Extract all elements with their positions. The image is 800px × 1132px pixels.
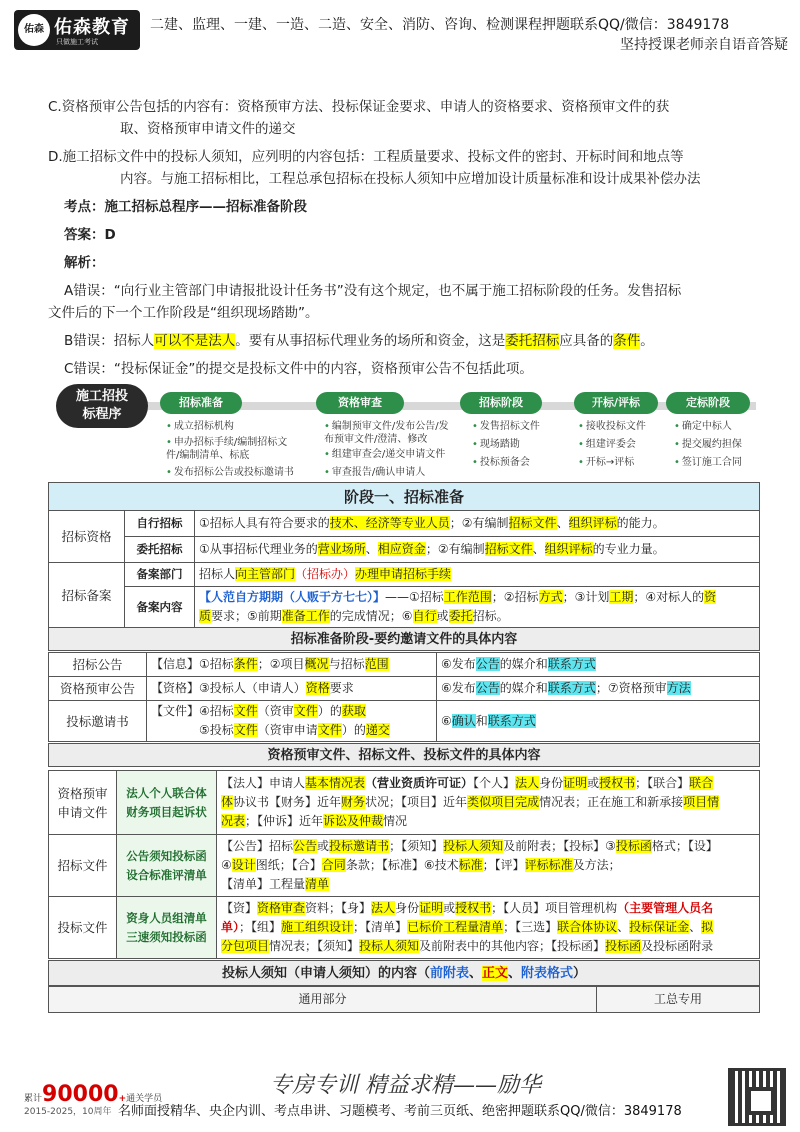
flow-step-3: 招标阶段 — [460, 392, 542, 414]
qr-code-icon — [728, 1068, 786, 1126]
s3r1-label: 资格预审 申请文件 — [49, 771, 117, 835]
footer-stat: 累计90000+通关学员 — [24, 1082, 163, 1107]
r3-left: 【文件】④招标文件（资审文件）的获取 ⑤投标文件（资审申请文件）的递交 — [147, 701, 437, 742]
r3-label: 投标邀请书 — [49, 701, 147, 742]
flow-item: • 组建评委会 — [578, 438, 662, 451]
stage1-title: 阶段一、招标准备 — [48, 482, 760, 510]
flow-item: • 现场踏勘 — [472, 438, 562, 451]
flow-item: • 申办招标手续/编制招标文件/编制清单、标底 — [166, 436, 296, 462]
option-c: C.资格预审公告包括的内容有：资格预审方法、投标保证金要求、申请人的资格要求、资格预审文件的获 取、资格预审申请文件的递交 — [48, 99, 670, 137]
stage1-table — [48, 510, 760, 628]
flow-item: • 投标预备会 — [472, 456, 562, 469]
flow-item: • 组建审查会/递交申请文件 — [324, 448, 454, 461]
flow-title: 施工招投 标程序 — [56, 384, 148, 428]
r1-left: 【信息】①招标条件；②项目概况与招标范围 — [147, 653, 437, 677]
page-footer — [0, 1062, 800, 1132]
explain-b: B错误：招标人可以不是法人。要有从事招标代理业务的场所和资金，这是委托招标应具备的条件。 — [64, 333, 654, 349]
table-row — [49, 987, 760, 1013]
sec3-table — [48, 770, 760, 959]
flow-item: • 开标→评标 — [578, 456, 662, 469]
col-special: 工总专用 — [597, 987, 760, 1013]
s3r3-mnemonic: 资身人员组清单 三速须知投标函 — [117, 897, 217, 959]
zige-label: 招标资格 — [49, 511, 125, 563]
r2-label: 资格预审公告 — [49, 677, 147, 701]
flow-item: • 签订施工合同 — [674, 456, 760, 469]
beian-label: 招标备案 — [49, 563, 125, 628]
table-row — [49, 653, 760, 677]
flow-item: • 审查报告/确认申请人 — [324, 466, 454, 479]
table-row — [49, 771, 760, 835]
r2-right: ⑥发布公告的媒介和联系方式；⑦资格预审方法 — [437, 677, 760, 701]
ziban-sub: 自行招标 — [125, 511, 195, 537]
flow-step-1: 招标准备 — [160, 392, 242, 414]
option-d: D.施工招标文件中的投标人须知，应列明的内容包括：工程质量要求、投标文件的密封、开标时间和地点等 内容。与施工招标相比，工程总承包招标在投标人须知中应增加设计质量标准和设计成果补偿办法 — [48, 149, 701, 187]
logo-subtitle: 只做施工考试 — [56, 38, 98, 46]
logo-name: 佑森教育 — [54, 17, 130, 38]
table-row — [49, 701, 760, 742]
question-body — [48, 96, 760, 380]
flow-item: • 接收投标文件 — [578, 420, 662, 433]
r2-left: 【资格】③投标人（申请人）资格要求 — [147, 677, 437, 701]
s3r2-mnemonic: 公告须知投标函 设合标准评清单 — [117, 835, 217, 897]
table-row — [49, 537, 760, 563]
footer-years: 2015-2025，10周年 — [24, 1107, 112, 1117]
logo-mark-icon: 佑森 — [18, 14, 50, 46]
answer: 答案：D — [64, 227, 116, 243]
page-header — [0, 0, 800, 62]
flow-item: • 编制预审文件/发布公告/发布预审文件/澄清、修改 — [324, 420, 454, 446]
table-row — [49, 897, 760, 959]
col-general: 通用部分 — [49, 987, 597, 1013]
weituo-content: ①从事招标代理业务的营业场所、相应资金；②有编制招标文件、组织评标的专业力量。 — [195, 537, 760, 563]
r1-right: ⑥发布公告的媒介和联系方式 — [437, 653, 760, 677]
neirong-sub: 备案内容 — [125, 587, 195, 628]
table-row — [49, 511, 760, 537]
flow-step-2: 资格审查 — [316, 392, 404, 414]
flow-item: • 确定中标人 — [674, 420, 760, 433]
explain-a: A错误：“向行业主管部门申请报批设计任务书”没有这个规定，也不属于施工招标阶段的任务。发售招标 文件后的下一个工作阶段是“组织现场踏勘”。 — [48, 283, 682, 321]
kaodian: 考点：施工招标总程序——招标准备阶段 — [64, 199, 307, 215]
footer-contact: 名师面授精华、央企内训、考点串讲、习题模考、考前三页纸、绝密押题联系QQ/微信：3849178 — [118, 1104, 682, 1119]
s3r2-content: 【公告】招标公告或投标邀请书；【须知】投标人须知及前附表；【投标】③投标函格式；【设】 ④设计图纸；【合】合同条款；【标准】⑥技术标准；【评】评标标准及方法； 【清单】工程量清单 — [217, 835, 760, 897]
sec2-title: 招标准备阶段-要约邀请文件的具体内容 — [48, 627, 760, 651]
brand-logo — [14, 10, 140, 50]
ziban-content: ①招标人具有符合要求的技术、经济等专业人员；②有编制招标文件、组织评标的能力。 — [195, 511, 760, 537]
flow-step-4: 开标/评标 — [574, 392, 658, 414]
table-row — [49, 677, 760, 701]
r3-right: ⑥确认和联系方式 — [437, 701, 760, 742]
flow-item: • 成立招标机构 — [166, 420, 306, 433]
bumen-sub: 备案部门 — [125, 563, 195, 587]
flow-step-5: 定标阶段 — [666, 392, 750, 414]
s3r1-mnemonic: 法人个人联合体 财务项目起诉状 — [117, 771, 217, 835]
r1-label: 招标公告 — [49, 653, 147, 677]
weituo-sub: 委托招标 — [125, 537, 195, 563]
s3r2-label: 招标文件 — [49, 835, 117, 897]
flow-item: • 提交履约担保 — [674, 438, 760, 451]
flow-item: • 发布招标公告或投标邀请书 — [166, 466, 306, 479]
jiexi-label: 解析： — [64, 255, 105, 271]
table-row — [49, 835, 760, 897]
table-row — [49, 587, 760, 628]
sec2-table — [48, 652, 760, 742]
explain-c: C错误：“投标保证金”的提交是投标文件中的内容，资格预审公告不包括此项。 — [64, 361, 533, 377]
bumen-content: 招标人向主管部门（招标办）办理申请招标手续 — [195, 563, 760, 587]
sec4-title: 投标人须知（申请人须知）的内容（前附表、正文、附表格式） — [48, 960, 760, 986]
header-slogan: 坚持授课老师亲自语音答疑 — [620, 37, 788, 53]
table-row — [49, 563, 760, 587]
neirong-content: 【人范自方期期（人贩于方七七）】——①招标工作范围；②招标方式；③计划工期；④对标人的资 质要求；⑤前期准备工作的完成情况；⑥自行或委托招标。 — [195, 587, 760, 628]
flow-item: • 发售招标文件 — [472, 420, 562, 433]
footer-signature: 专房专训 精益求精——励华 — [270, 1073, 541, 1098]
sec3-title: 资格预审文件、招标文件、投标文件的具体内容 — [48, 743, 760, 767]
s3r3-content: 【资】资格审查资料；【身】法人身份证明或授权书；【人员】项目管理机构（主要管理人员名 单）；【组】施工组织设计；【清单】已标价工程量清单；【三选】联合体协议、投标保证金、拟 分包项目情况表；【须知】投标人须知及前附表中的其他内容；【投标函】投标函及投标函附录 — [217, 897, 760, 959]
header-promo: 二建、监理、一建、一造、二造、安全、消防、咨询、检测课程押题联系QQ/微信：3849178 — [150, 17, 730, 33]
process-flow — [48, 376, 760, 480]
sec4-table — [48, 986, 760, 1013]
s3r3-label: 投标文件 — [49, 897, 117, 959]
s3r1-content: 【法人】申请人基本情况表（营业资质许可证）【个人】法人身份证明或授权书；【联合】联合 体协议书【财务】近年财务状况；【项目】近年类似项目完成情况表；正在施工和新承接项目情 况表；【仲诉】近年诉讼及仲裁情况 — [217, 771, 760, 835]
